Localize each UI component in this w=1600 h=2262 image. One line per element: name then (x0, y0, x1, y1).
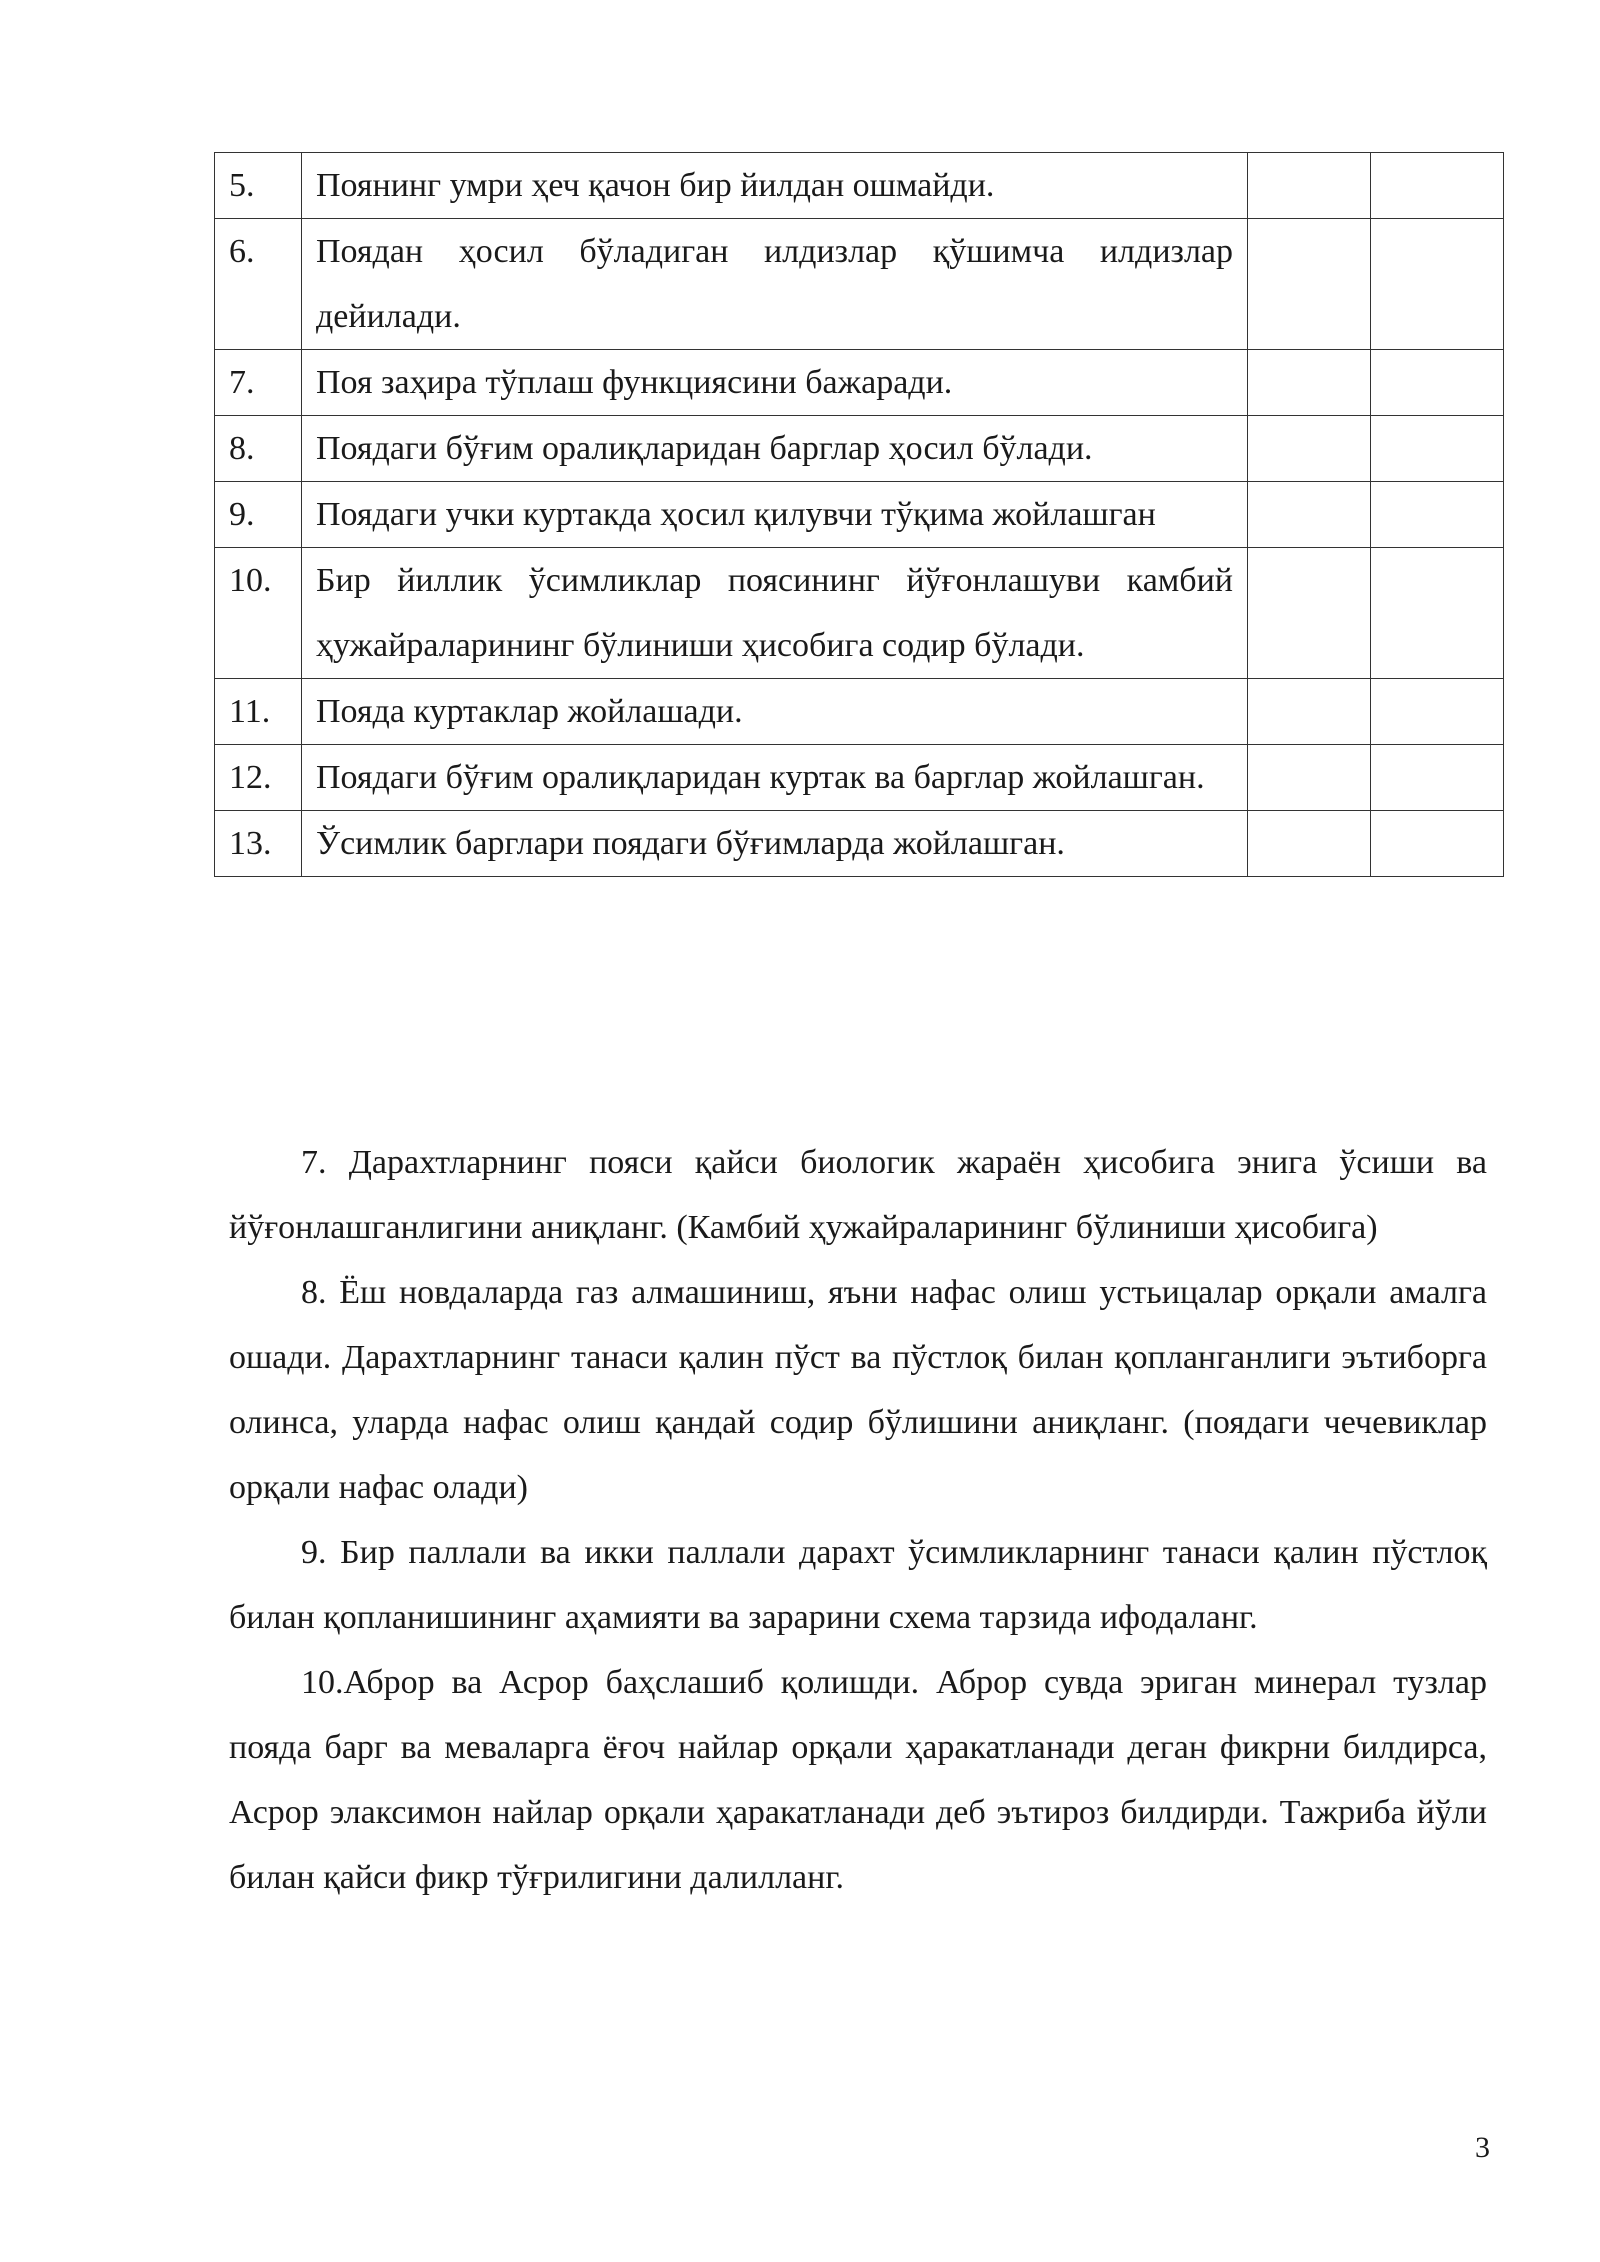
table-row (215, 219, 1504, 350)
questions-section (229, 1130, 1487, 1910)
answer-cell-a (1248, 482, 1371, 548)
answer-cell-b (1371, 548, 1504, 679)
row-statement: Поянинг умри ҳеч қачон бир йилдан ошмайди. (302, 153, 1248, 219)
table-row (215, 679, 1504, 745)
table-row (215, 350, 1504, 416)
row-number: 12. (215, 745, 302, 811)
answer-cell-a (1248, 350, 1371, 416)
answer-cell-a (1248, 219, 1371, 350)
answer-cell-a (1248, 679, 1371, 745)
row-statement: Ўсимлик барглари поядаги бўғимларда жойлашган. (302, 811, 1248, 877)
answer-cell-b (1371, 679, 1504, 745)
row-statement: Поядаги учки куртакда ҳосил қилувчи тўқима жойлашган (302, 482, 1248, 548)
answer-cell-a (1248, 811, 1371, 877)
answer-cell-a (1248, 548, 1371, 679)
answer-cell-a (1248, 745, 1371, 811)
row-statement: Бир йиллик ўсимликлар поясининг йўғонлашуви камбий ҳужайраларининг бўлиниши ҳисобига содир бўлади. (302, 548, 1248, 679)
row-statement: Поя заҳира тўплаш функциясини бажаради. (302, 350, 1248, 416)
row-statement: Поядаги бўғим оралиқларидан куртак ва барглар жойлашган. (302, 745, 1248, 811)
answer-cell-b (1371, 745, 1504, 811)
table-row (215, 482, 1504, 548)
answer-cell-a (1248, 153, 1371, 219)
table-row (215, 548, 1504, 679)
table-row (215, 811, 1504, 877)
row-number: 7. (215, 350, 302, 416)
question-paragraph: 8. Ёш новдаларда газ алмашиниш, яъни нафас олиш устьицалар орқали амалга ошади. Дарахтларнинг танаси қалин пўст ва пўстлоқ билан қопланганлиги эътиборга олинса, уларда нафас олиш қандай содир бўлишини аниқланг. (поядаги чечевиклар орқали нафас олади) (229, 1274, 1487, 1506)
table-row (215, 153, 1504, 219)
row-number: 11. (215, 679, 302, 745)
row-number: 5. (215, 153, 302, 219)
question-paragraph: 9. Бир паллали ва икки паллали дарахт ўсимликларнинг танаси қалин пўстлоқ билан қопланишининг аҳамияти ва зарарини схема тарзида ифодаланг. (229, 1534, 1487, 1636)
row-number: 9. (215, 482, 302, 548)
answer-cell-a (1248, 416, 1371, 482)
row-statement: Поядаги бўғим оралиқларидан барглар ҳосил бўлади. (302, 416, 1248, 482)
question-paragraph: 7. Дарахтларнинг пояси қайси биологик жараён ҳисобига энига ўсиши ва йўғонлашганлигини аниқланг. (Камбий ҳужайраларининг бўлиниши ҳисобига) (229, 1144, 1487, 1246)
row-number: 10. (215, 548, 302, 679)
answer-cell-b (1371, 350, 1504, 416)
answer-cell-b (1371, 219, 1504, 350)
table-row (215, 745, 1504, 811)
answer-cell-b (1371, 811, 1504, 877)
row-number: 8. (215, 416, 302, 482)
row-number: 13. (215, 811, 302, 877)
page-number: 3 (1475, 2131, 1490, 2164)
question-paragraph: 10.Аброр ва Асрор баҳслашиб қолишди. Аброр сувда эриган минерал тузлар пояда барг ва меваларга ёғоч найлар орқали ҳаракатланади деган фикрни билдирса, Асрор элаксимон найлар орқали ҳаракатланади деб эътироз билдирди. Тажриба йўли билан қайси фикр тўғрилигини далилланг. (229, 1664, 1487, 1896)
table-row (215, 416, 1504, 482)
row-statement: Поядан ҳосил бўладиган илдизлар қўшимча илдизлар дейилади. (302, 219, 1248, 350)
answer-cell-b (1371, 416, 1504, 482)
row-statement: Пояда куртаклар жойлашади. (302, 679, 1248, 745)
row-number: 6. (215, 219, 302, 350)
answer-cell-b (1371, 482, 1504, 548)
answer-cell-b (1371, 153, 1504, 219)
statements-table (214, 152, 1504, 877)
